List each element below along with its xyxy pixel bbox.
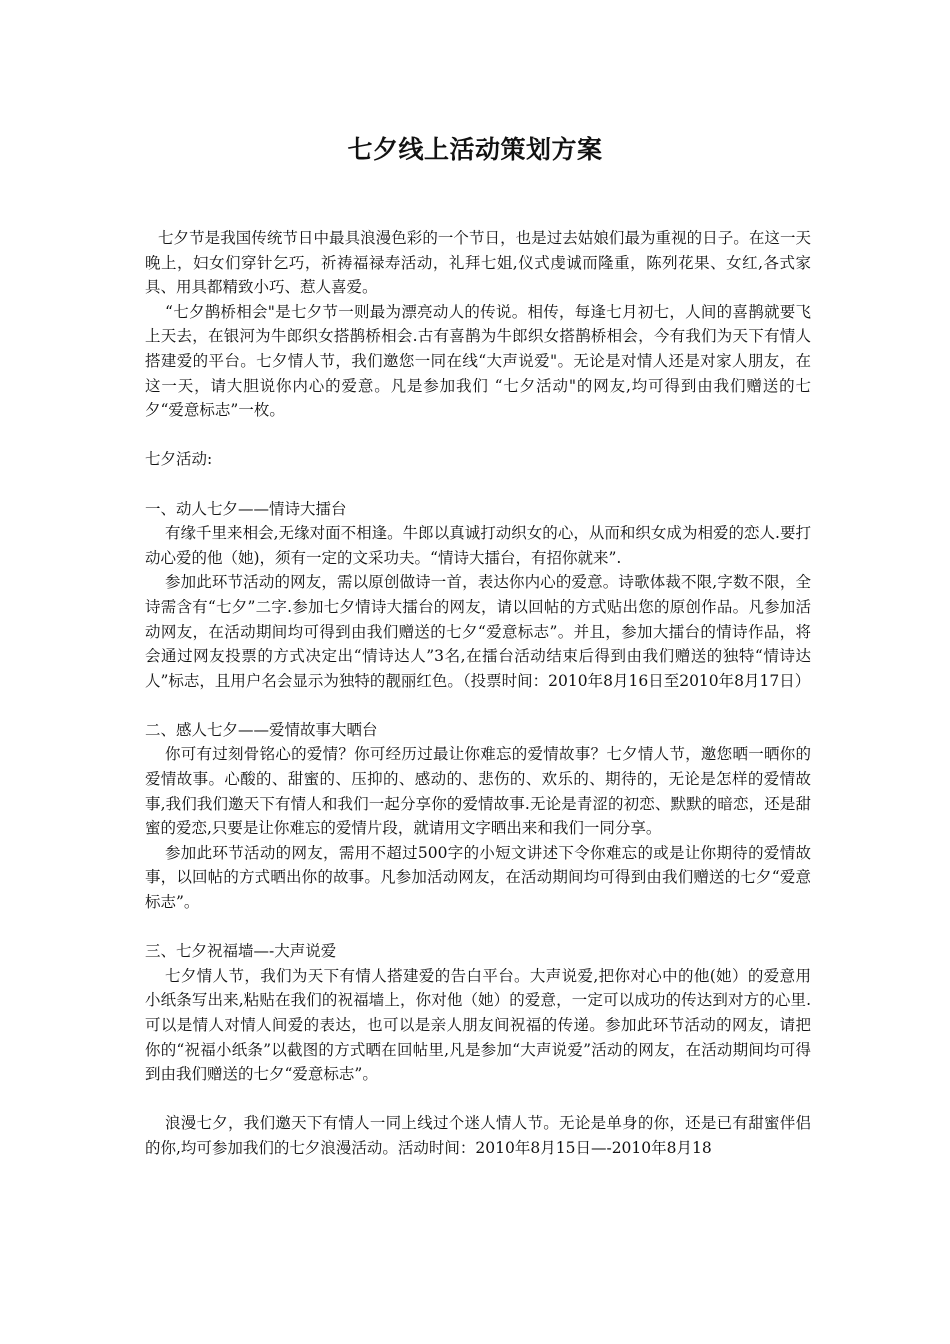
- blank-line: [145, 693, 811, 718]
- closing-paragraph: 浪漫七夕，我们邀天下有情人一同上线过个迷人情人节。无论是单身的你，还是已有甜蜜伴侣的你,均可参加我们的七夕浪漫活动。活动时间：2010年8月15日—-2010年8月18: [145, 1114, 811, 1157]
- section-1-paragraph-2: 参加此环节活动的网友，需以原创做诗一首，表达你内心的爱意。诗歌体裁不限,字数不限，全诗需含有“七夕”二字.参加七夕情诗大擂台的网友，请以回帖的方式贴出您的原创作品。凡参加活动网友，在活动期间均可得到由我们赠送的七夕“爱意标志”。并且，参加大擂台的情诗作品，将会通过网友投票的方式决定出“情诗达人”3名,在擂台活动结束后得到由我们赠送的独特“情诗达人”标志，且用户名会显示为独特的靓丽红色。（投票时间：2010年8月16日至2010年8月17日）: [145, 573, 811, 690]
- section-2-paragraph-1: 你可有过刻骨铭心的爱情？你可经历过最让你难忘的爱情故事？七夕情人节，邀您晒一晒你的爱情故事。心酸的、甜蜜的、压抑的、感动的、悲伤的、欢乐的、期待的，无论是怎样的爱情故事,我们我们邀天下有情人和我们一起分享你的爱情故事.无论是青涩的初恋、默默的暗恋，还是甜蜜的爱恋,只要是让你难忘的爱情片段，就请用文字晒出来和我们一同分享。: [145, 745, 811, 838]
- blank-line: [145, 915, 811, 940]
- section-2-paragraph-2: 参加此环节活动的网友，需用不超过500字的小短文讲述下令你难忘的或是让你期待的爱情故事，以回帖的方式晒出你的故事。凡参加活动网友，在活动期间均可得到由我们赠送的七夕“爱意标志”。: [145, 843, 811, 912]
- section-3-heading: 三、七夕祝福墙—-大声说爱: [145, 942, 337, 961]
- document-body: [145, 226, 811, 1161]
- section-1-heading: 一、动人七夕——情诗大擂台: [145, 499, 347, 518]
- blank-line: [145, 472, 811, 497]
- intro-paragraph-1: 七夕节是我国传统节日中最具浪漫色彩的一个节日，也是过去姑娘们最为重视的日子。在这一天晚上，妇女们穿针乞巧，祈祷福禄寿活动，礼拜七姐,仪式虔诚而隆重，陈列花果、女红,各式家具、用具都精致小巧、惹人喜爱。: [145, 229, 811, 297]
- blank-line: [145, 423, 811, 448]
- activities-label: 七夕活动:: [145, 450, 213, 469]
- intro-paragraph-2: “七夕鹊桥相会"是七夕节一则最为漂亮动人的传说。相传，每逢七月初七，人间的喜鹊就要飞上天去，在银河为牛郎织女搭鹊桥相会.古有喜鹊为牛郎织女搭鹊桥相会，今有我们为天下有情人搭建爱的平台。七夕情人节，我们邀您一同在线“大声说爱"。无论是对情人还是对家人朋友，在这一天，请大胆说你内心的爱意。凡是参加我们 “七夕活动"的网友,均可得到由我们赠送的七夕“爱意标志”一枚。: [145, 302, 811, 420]
- section-3-paragraph-1: 七夕情人节，我们为天下有情人搭建爱的告白平台。大声说爱,把你对心中的他(她）的爱意用小纸条写出来,粘贴在我们的祝福墙上，你对他（她）的爱意，一定可以成功的传达到对方的心里.可以是情人对情人间爱的表达，也可以是亲人朋友间祝福的传递。参加此环节活动的网友，请把你的“祝福小纸条”以截图的方式晒在回帖里,凡是参加“大声说爱”活动的网友，在活动期间均可得到由我们赠送的七夕“爱意标志”。: [145, 966, 811, 1084]
- section-1-paragraph-1: 有缘千里来相会,无缘对面不相逢。牛郎以真诚打动织女的心，从而和织女成为相爱的恋人.要打动心爱的他（她)，须有一定的文采功夫。“情诗大擂台，有招你就来”.: [145, 524, 811, 567]
- section-2-heading: 二、感人七夕——爱情故事大晒台: [145, 720, 378, 739]
- blank-line: [145, 1087, 811, 1112]
- document-title: 七夕线上活动策划方案: [347, 135, 603, 164]
